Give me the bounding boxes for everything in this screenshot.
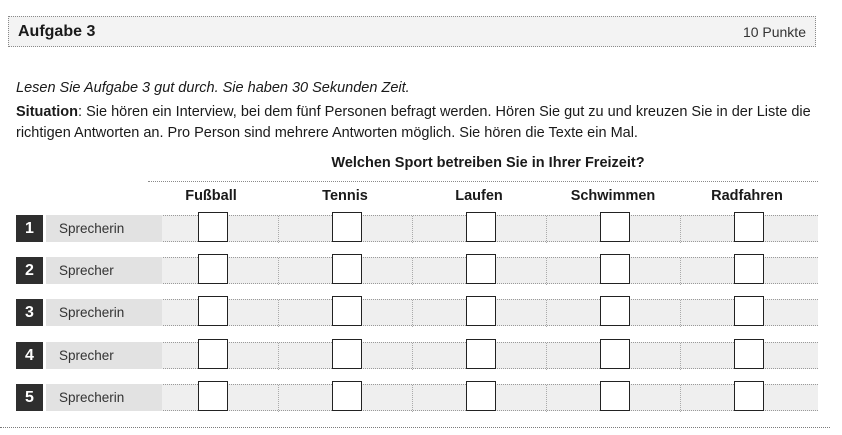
situation-text bbox=[16, 102, 828, 144]
instruction-text: Lesen Sie Aufgabe 3 gut durch. Sie haben 30 Sekunden Zeit. bbox=[16, 80, 410, 96]
checkbox-schwimmen[interactable] bbox=[600, 296, 630, 326]
checkbox-laufen[interactable] bbox=[466, 254, 496, 284]
checkbox-schwimmen[interactable] bbox=[600, 381, 630, 411]
situation-body: : Sie hören ein Interview, bei dem fünf Personen befragt werden. Hören Sie gut zu und kreuzen Sie in der Liste die richtigen Antworten an. Pro Person sind mehrere Antworten möglich. Sie hören die Texte ein Mal. bbox=[16, 104, 811, 141]
checkbox-tennis[interactable] bbox=[332, 254, 362, 284]
checkbox-fussball[interactable] bbox=[198, 296, 228, 326]
column-separator bbox=[546, 385, 547, 412]
checkbox-schwimmen[interactable] bbox=[600, 339, 630, 369]
speaker-label: Sprecher bbox=[46, 257, 162, 284]
column-header-schwimmen: Schwimmen bbox=[570, 188, 656, 204]
checkbox-fussball[interactable] bbox=[198, 254, 228, 284]
checkbox-laufen[interactable] bbox=[466, 296, 496, 326]
column-separator bbox=[278, 216, 279, 243]
row-number: 3 bbox=[16, 299, 43, 326]
row-number: 5 bbox=[16, 384, 43, 411]
checkbox-schwimmen[interactable] bbox=[600, 254, 630, 284]
checkbox-radfahren[interactable] bbox=[734, 339, 764, 369]
row-number: 4 bbox=[16, 342, 43, 369]
column-separator bbox=[546, 258, 547, 285]
column-separator bbox=[278, 343, 279, 370]
checkbox-tennis[interactable] bbox=[332, 381, 362, 411]
task-title: Aufgabe 3 bbox=[18, 23, 96, 40]
bottom-divider bbox=[0, 427, 830, 428]
column-separator bbox=[412, 343, 413, 370]
checkbox-fussball[interactable] bbox=[198, 339, 228, 369]
column-separator bbox=[278, 258, 279, 285]
checkbox-radfahren[interactable] bbox=[734, 296, 764, 326]
column-separator bbox=[412, 300, 413, 327]
checkbox-tennis[interactable] bbox=[332, 212, 362, 242]
column-header-fussball: Fußball bbox=[185, 188, 237, 204]
row-number: 1 bbox=[16, 215, 43, 242]
checkbox-laufen[interactable] bbox=[466, 212, 496, 242]
column-separator bbox=[412, 216, 413, 243]
column-separator bbox=[546, 216, 547, 243]
speaker-label: Sprecherin bbox=[46, 299, 162, 326]
column-separator bbox=[546, 300, 547, 327]
column-separator bbox=[680, 343, 681, 370]
answer-row bbox=[16, 384, 816, 411]
answer-row bbox=[16, 299, 816, 326]
column-separator bbox=[680, 216, 681, 243]
column-separator bbox=[412, 385, 413, 412]
checkbox-radfahren[interactable] bbox=[734, 381, 764, 411]
column-separator bbox=[278, 300, 279, 327]
column-header-laufen: Laufen bbox=[455, 188, 503, 204]
question-heading: Welchen Sport betreiben Sie in Ihrer Freizeit? bbox=[331, 155, 645, 171]
column-separator bbox=[412, 258, 413, 285]
checkbox-laufen[interactable] bbox=[466, 381, 496, 411]
speaker-label: Sprecher bbox=[46, 342, 162, 369]
checkbox-fussball[interactable] bbox=[198, 212, 228, 242]
column-header-radfahren: Radfahren bbox=[711, 188, 783, 204]
task-points: 10 Punkte bbox=[742, 24, 806, 40]
speaker-label: Sprecherin bbox=[46, 215, 162, 242]
task-header bbox=[8, 16, 816, 47]
speaker-label: Sprecherin bbox=[46, 384, 162, 411]
column-separator bbox=[680, 385, 681, 412]
column-header-tennis: Tennis bbox=[322, 188, 368, 204]
column-separator bbox=[680, 258, 681, 285]
column-separator bbox=[546, 343, 547, 370]
checkbox-radfahren[interactable] bbox=[734, 254, 764, 284]
row-number: 2 bbox=[16, 257, 43, 284]
checkbox-fussball[interactable] bbox=[198, 381, 228, 411]
answer-row bbox=[16, 257, 816, 284]
checkbox-tennis[interactable] bbox=[332, 296, 362, 326]
answer-row bbox=[16, 215, 816, 242]
checkbox-laufen[interactable] bbox=[466, 339, 496, 369]
question-divider bbox=[148, 181, 818, 182]
answer-row bbox=[16, 342, 816, 369]
checkbox-radfahren[interactable] bbox=[734, 212, 764, 242]
situation-label: Situation bbox=[16, 104, 79, 120]
checkbox-schwimmen[interactable] bbox=[600, 212, 630, 242]
column-separator bbox=[680, 300, 681, 327]
checkbox-tennis[interactable] bbox=[332, 339, 362, 369]
column-separator bbox=[278, 385, 279, 412]
